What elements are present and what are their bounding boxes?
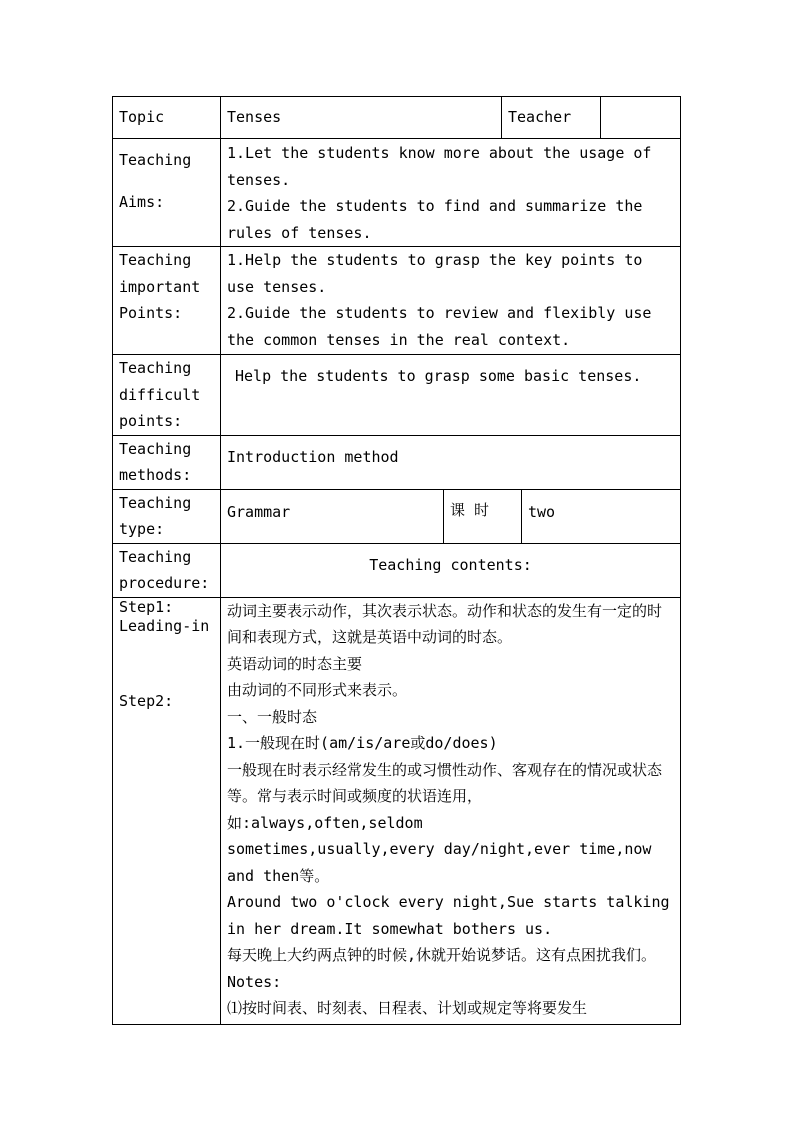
aims-line-1: 1.Let the students know more about the usage of tenses. [227,144,652,189]
content-paragraph: 动词主要表示动作，其次表示状态。动作和状态的发生有一定的时间和表现方式，这就是英语中动词的时态。 [227,601,663,646]
lesson-plan-table [112,96,681,1025]
difficult-points-label [113,355,221,436]
procedure-label [113,543,221,597]
step1-label: Step1: [119,597,174,616]
difficult-label-line: difficult [119,385,201,404]
important-line-2: 2.Guide the students to review and flexibly use the common tenses in the real context. [227,304,652,349]
difficult-points-row [113,355,681,436]
methods-row [113,435,681,489]
content-example: Around two o'clock every night,Sue starts talking in her dream.It somewhat bothers us. [227,893,670,938]
content-note: ⑴按时间表、时刻表、日程表、计划或规定等将要发生 [227,999,588,1017]
difficult-points-value [221,355,681,436]
step1-sublabel: Leading-in [119,616,210,635]
content-subheading: 1.一般现在时(am/is/are或do/does) [227,734,498,752]
type-label-line: Teaching [119,493,192,512]
type-row [113,489,681,543]
procedure-label-line: procedure: [119,574,210,592]
aims-value [221,139,681,247]
difficult-label-line: points: [119,412,183,430]
type-value [221,489,444,543]
aims-label-line: Aims: [119,193,165,211]
methods-label-line: Teaching [119,439,192,458]
period-label [444,489,522,543]
aims-row [113,139,681,247]
content-paragraph: 由动词的不同形式来表示。 [227,681,408,699]
teacher-value [601,97,681,139]
difficult-label-line: Teaching [119,359,192,377]
aims-label-line: Teaching [119,151,192,169]
topic-label: Topic [113,97,221,139]
important-points-label [113,247,221,355]
type-label-line: type: [119,520,165,538]
methods-label-line: methods: [119,466,192,484]
contents-heading: Teaching contents: [369,555,532,574]
aims-line-2: 2.Guide the students to find and summarize the rules of tenses. [227,197,643,242]
type-text: Grammar [227,502,291,521]
aims-label [113,139,221,247]
content-heading: 一、一般时态 [227,707,318,726]
important-points-row [113,247,681,355]
topic-value: Tenses [221,97,502,139]
important-label-line: important [119,277,201,296]
content-translation: 每天晚上大约两点钟的时候,休就开始说梦话。这有点困扰我们。Notes: [227,946,657,991]
content-row [113,597,681,1024]
important-label-line: Points: [119,304,183,322]
content-paragraph: 英语动词的时态主要 [227,654,363,673]
contents-heading-cell [221,543,681,597]
methods-value [221,435,681,489]
important-points-value [221,247,681,355]
methods-label [113,435,221,489]
teaching-content [221,597,681,1024]
procedure-row [113,543,681,597]
procedure-label-line: Teaching [119,547,192,566]
difficult-text: Help the students to grasp some basic tenses. [235,367,642,385]
content-paragraph: 一般现在时表示经常发生的或习惯性动作、客观存在的情况或状态等。常与表示时间或频度的状语连用，如:always,often,seldom [227,760,663,832]
period-value-text: two [528,502,556,521]
steps-column [113,597,221,1024]
period-value [522,489,681,543]
teacher-label: Teacher [502,97,601,139]
step2-label: Step2: [119,691,174,710]
topic-row [113,97,681,139]
period-label-text: 课 时 [450,500,490,519]
important-label-line: Teaching [119,251,192,269]
content-paragraph: sometimes,usually,every day/night,ever time,now and then等。 [227,840,652,885]
type-label [113,489,221,543]
methods-text: Introduction method [227,447,399,466]
important-line-1: 1.Help the students to grasp the key points to use tenses. [227,251,643,296]
